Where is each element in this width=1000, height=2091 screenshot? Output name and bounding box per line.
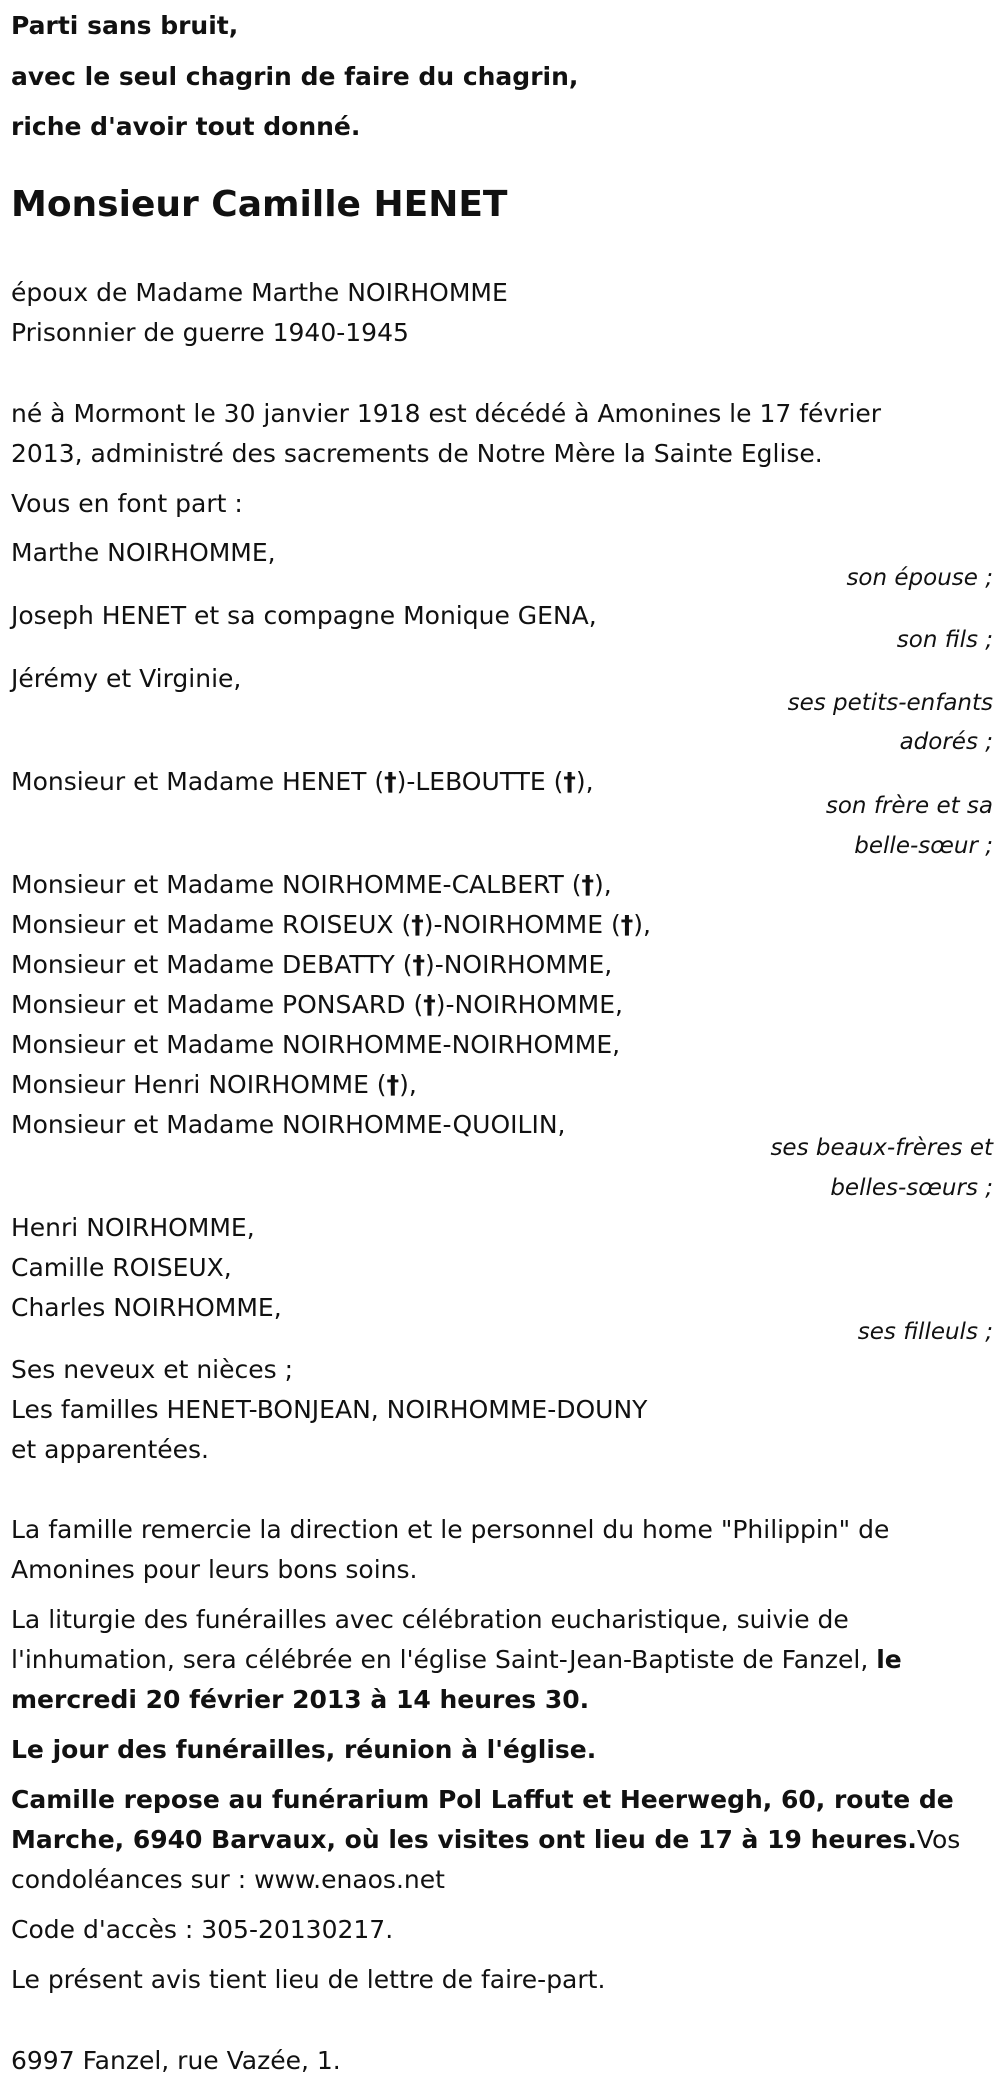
birth-death-line-2: 2013, administré des sacrements de Notre Mère la Sainte Eglise. — [11, 439, 823, 468]
family-spouse-name: Marthe NOIRHOMME, — [11, 538, 276, 567]
cross-icon: † — [563, 767, 576, 796]
thanks-line-2: Amonines pour leurs bons soins. — [11, 1555, 418, 1584]
cross-icon: † — [411, 910, 424, 939]
family-godchild-1: Henri NOIRHOMME, — [11, 1213, 255, 1242]
family-inlaw-4: Monsieur et Madame PONSARD (†)-NOIRHOMME, — [11, 990, 623, 1019]
family-inlaw-7: Monsieur et Madame NOIRHOMME-QUOILIN, — [11, 1110, 566, 1139]
pow-note: Prisonnier de guerre 1940-1945 — [11, 318, 409, 347]
announce-line: Vous en font part : — [11, 489, 243, 518]
access-code: Code d'accès : 305-20130217. — [11, 1915, 394, 1944]
rest-line-2: Marche, 6940 Barvaux, où les visites ont lieu de 17 à 19 heures.Vos — [11, 1825, 961, 1854]
liturgy-line-2: l'inhumation, sera célébrée en l'église Saint-Jean-Baptiste de Fanzel, le — [11, 1645, 902, 1674]
intro-line-2: avec le seul chagrin de faire du chagrin, — [11, 62, 579, 91]
family-inlaw-5: Monsieur et Madame NOIRHOMME-NOIRHOMME, — [11, 1030, 621, 1059]
thanks-line-1: La famille remercie la direction et le personnel du home "Philippin" de — [11, 1515, 890, 1544]
family-inlaw-3: Monsieur et Madame DEBATTY (†)-NOIRHOMME, — [11, 950, 613, 979]
family-nephews: Ses neveux et nièces ; — [11, 1355, 294, 1384]
family-sibling-relation-2: belle-sœur ; — [854, 833, 993, 859]
family-grandchildren-relation-2: adorés ; — [899, 729, 993, 755]
notice-line: Le présent avis tient lieu de lettre de faire-part. — [11, 1965, 606, 1994]
family-sibling-name: Monsieur et Madame HENET (†)-LEBOUTTE (†), — [11, 767, 594, 796]
cross-icon: † — [386, 1070, 400, 1099]
rest-line-1: Camille repose au funérarium Pol Laffut et Heerwegh, 60, route de — [11, 1785, 954, 1814]
rest-line-3: condoléances sur : www.enaos.net — [11, 1865, 445, 1894]
liturgy-line-1: La liturgie des funérailles avec célébration eucharistique, suivie de — [11, 1605, 849, 1634]
deceased-name: Monsieur Camille HENET — [11, 184, 508, 225]
family-godchild-3: Charles NOIRHOMME, — [11, 1293, 282, 1322]
spouse-line: époux de Madame Marthe NOIRHOMME — [11, 278, 508, 307]
family-grandchildren-relation-1: ses petits-enfants — [787, 690, 993, 716]
cross-icon: † — [423, 990, 436, 1019]
cross-icon: † — [620, 910, 634, 939]
family-inlaw-relation-2: belles-sœurs ; — [830, 1175, 993, 1201]
family-godchild-relation: ses filleuls ; — [857, 1319, 993, 1345]
family-son-name: Joseph HENET et sa compagne Monique GENA, — [11, 601, 597, 630]
meeting-line: Le jour des funérailles, réunion à l'église. — [11, 1735, 597, 1764]
family-inlaw-6: Monsieur Henri NOIRHOMME (†), — [11, 1070, 417, 1099]
intro-line-3: riche d'avoir tout donné. — [11, 112, 361, 141]
liturgy-line-3: mercredi 20 février 2013 à 14 heures 30. — [11, 1685, 590, 1714]
family-sibling-relation-1: son frère et sa — [825, 793, 993, 819]
family-families-line-1: Les familles HENET-BONJEAN, NOIRHOMME-DOUNY — [11, 1395, 648, 1424]
family-son-relation: son fils ; — [896, 627, 993, 653]
family-spouse-relation: son épouse ; — [846, 565, 993, 591]
intro-line-1: Parti sans bruit, — [11, 11, 239, 40]
family-inlaw-1: Monsieur et Madame NOIRHOMME-CALBERT (†), — [11, 870, 612, 899]
family-families-line-2: et apparentées. — [11, 1435, 209, 1464]
family-inlaw-relation-1: ses beaux-frères et — [770, 1135, 993, 1161]
address-line: 6997 Fanzel, rue Vazée, 1. — [11, 2046, 341, 2075]
cross-icon: † — [384, 767, 397, 796]
cross-icon: † — [412, 950, 425, 979]
cross-icon: † — [581, 870, 595, 899]
family-inlaw-2: Monsieur et Madame ROISEUX (†)-NOIRHOMME (†), — [11, 910, 651, 939]
family-godchild-2: Camille ROISEUX, — [11, 1253, 232, 1282]
birth-death-line-1: né à Mormont le 30 janvier 1918 est décédé à Amonines le 17 février — [11, 399, 882, 428]
family-grandchildren-name: Jérémy et Virginie, — [11, 664, 242, 693]
